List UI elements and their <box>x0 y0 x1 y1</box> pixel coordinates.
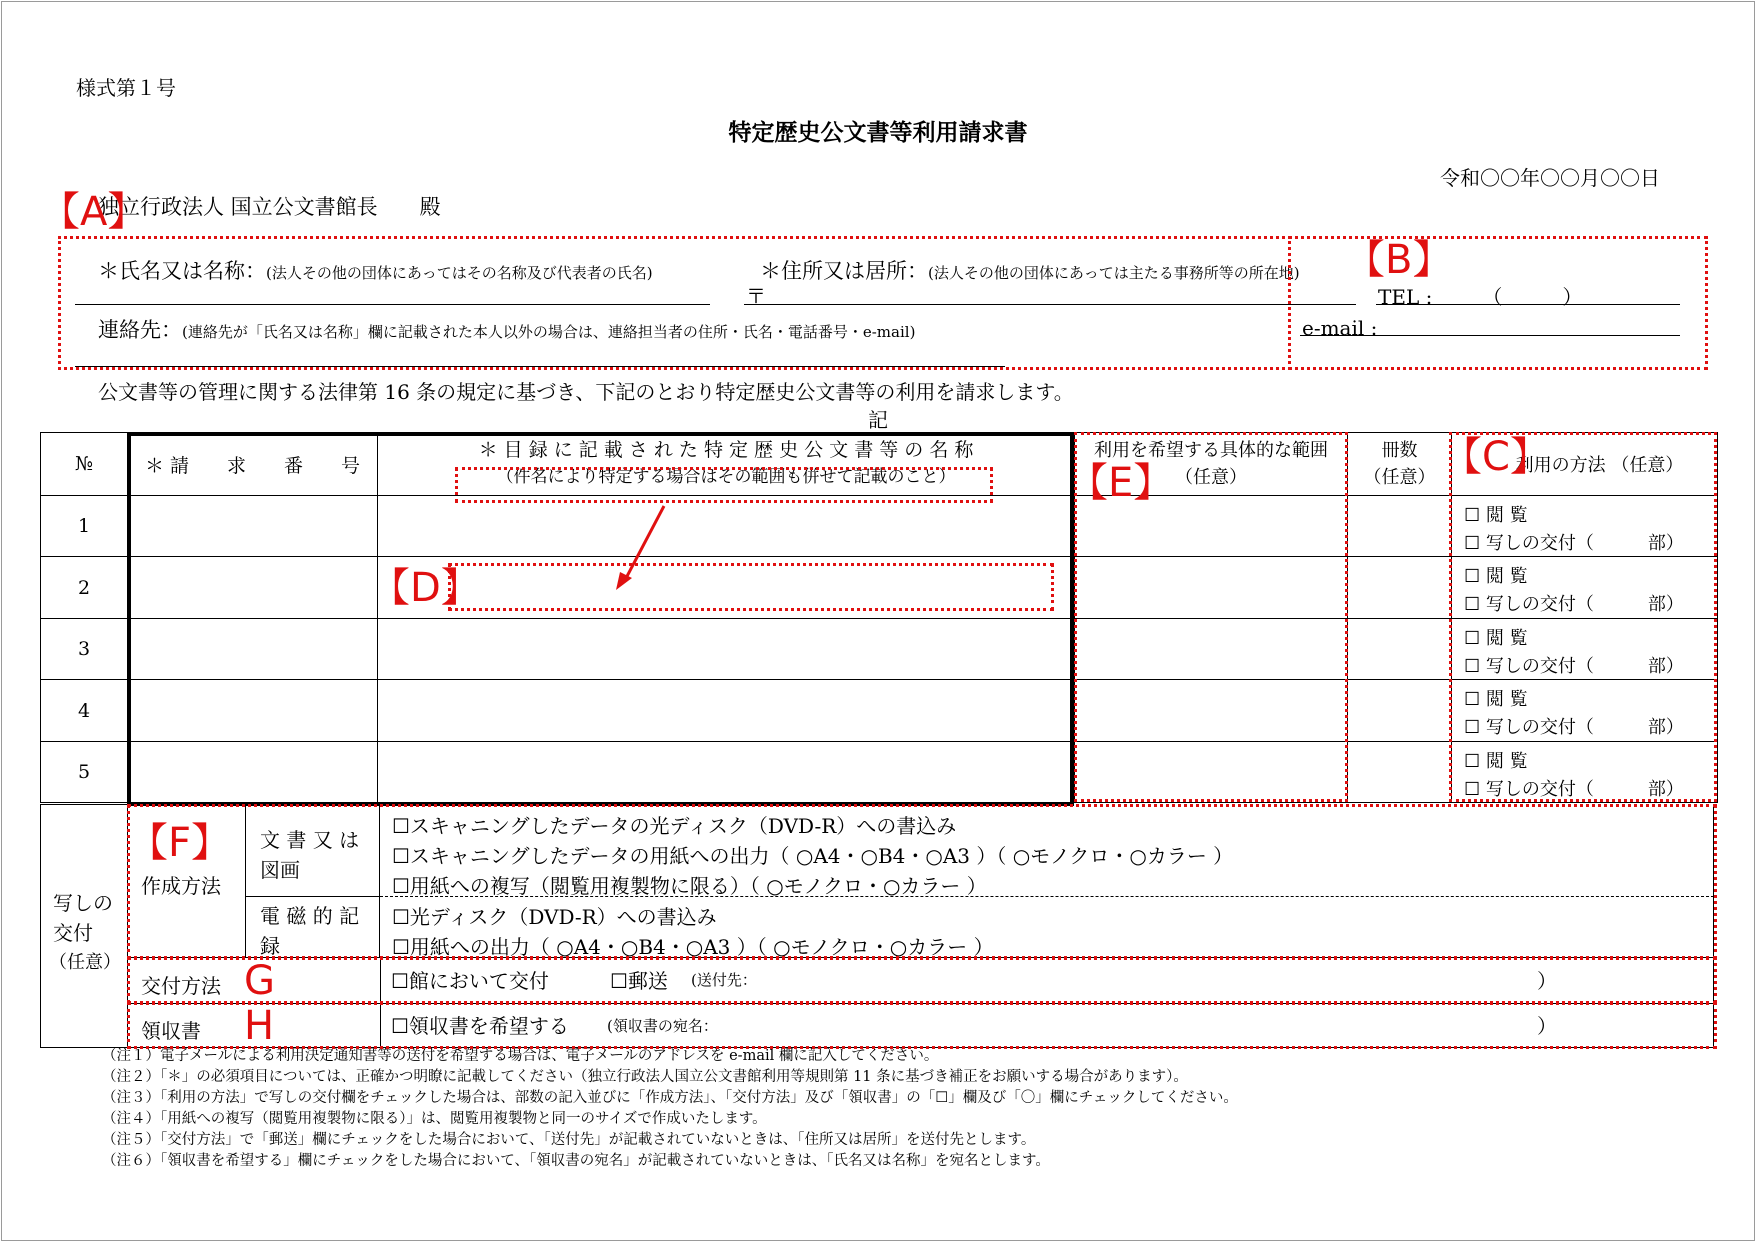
header-range-text: 利用を希望する具体的な範囲 <box>1094 440 1328 461</box>
annotation-label-h: H <box>244 1003 275 1049</box>
statement: 公文書等の管理に関する法律第 16 条の規定に基づき、下記のとおり特定歴史公文書等の利用を請求します。 <box>98 380 1074 404</box>
copy-checkbox[interactable]: ☐ 写しの交付（ 部） <box>1464 656 1684 677</box>
delivery-dest-label: (送付先： <box>691 971 757 989</box>
header-doc-name-text: ＊ 目 録 に 記 載 さ れ た 特 定 歴 史 公 文 書 等 の 名 称 <box>478 439 974 461</box>
annotation-label-g: G <box>244 958 275 1004</box>
contact-note: (連絡先が「氏名又は名称」欄に記載された本人以外の場合は、連絡担当者の住所・氏名・電話番号・e-mail) <box>182 323 916 341</box>
addressee: 独立行政法人 国立公文書館長 殿 <box>98 195 441 219</box>
view-checkbox[interactable]: ☐ 閲 覧 <box>1464 505 1528 526</box>
tel-label: TEL : （ ） <box>1378 285 1583 309</box>
address-label: ＊住所又は居所： <box>760 259 928 283</box>
row-no: 5 <box>41 742 128 803</box>
view-checkbox[interactable]: ☐ 閲 覧 <box>1464 566 1528 587</box>
name-label: ＊氏名又は名称： <box>98 259 266 283</box>
electronic-1: 電 磁 的 記 <box>260 904 360 928</box>
annotation-label-e: 【E】 <box>1068 460 1174 506</box>
copy-label-3: （任意） <box>49 952 121 973</box>
note-5: （注５）「交付方法」で「郵送」欄にチェックをした場合において、「送付先」が記載されていないときは、「住所又は居所」を送付先とします。 <box>102 1132 1036 1148</box>
delivery-close-paren: ） <box>1537 969 1557 993</box>
doc-or-drawing-2: 図画 <box>260 858 300 882</box>
form-title: 特定歴史公文書等利用請求書 <box>728 119 1028 146</box>
view-checkbox[interactable]: ☐ 閲 覧 <box>1464 689 1528 710</box>
note-6: （注６）「領収書を希望する」欄にチェックをした場合において、「領収書の宛名」が記載されていないときは、「氏名又は名称」を宛名とします。 <box>102 1153 1050 1169</box>
doc-option-3[interactable]: ☐用紙への複写（閲覧用複製物に限る）（ ○モノクロ・○カラー ） <box>392 874 987 898</box>
copy-checkbox[interactable]: ☐ 写しの交付（ 部） <box>1464 717 1684 738</box>
header-method: 利用の方法 （任意） <box>1452 433 1718 496</box>
row-no: 1 <box>41 496 128 557</box>
header-request-number: ＊ 請 求 番 号 <box>128 433 378 496</box>
delivery-mail-checkbox[interactable]: ☐郵送 <box>610 969 668 993</box>
header-doc-name-note: （件名により特定する場合はその範囲も併せて記載のこと） <box>496 467 956 487</box>
delivery-label: 交付方法 <box>141 974 221 998</box>
annotation-label-d: 【D】 <box>370 565 481 611</box>
row-no: 2 <box>41 557 128 619</box>
copy-label-2: 交付 <box>53 921 93 945</box>
contact-label: 連絡先： <box>98 318 182 342</box>
electronic-option-2[interactable]: ☐用紙への出力（ ○A4・○B4・○A3 ）（ ○モノクロ・○カラー ） <box>392 935 994 959</box>
receipt-checkbox[interactable]: ☐領収書を希望する <box>391 1014 569 1038</box>
name-note: (法人その他の団体にあってはその名称及び代表者の氏名) <box>266 264 653 282</box>
ki-label: 記 <box>868 408 888 432</box>
annotation-label-b: 【B】 <box>1345 237 1453 283</box>
receipt-close-paren: ） <box>1537 1014 1557 1038</box>
note-2: （注２）「＊」の必須項目については、正確かつ明瞭に記載してください（独立行政法人国立公文書館利用等規則第 11 条に基づき補正をお願いする場合があります）。 <box>102 1069 1188 1085</box>
copy-checkbox[interactable]: ☐ 写しの交付（ 部） <box>1464 533 1684 554</box>
copy-label-1: 写しの <box>53 891 113 915</box>
view-checkbox[interactable]: ☐ 閲 覧 <box>1464 751 1528 772</box>
email-label: e-mail : <box>1302 316 1378 340</box>
delivery-counter-checkbox[interactable]: ☐館において交付 <box>391 969 549 993</box>
row-no: 4 <box>41 680 128 742</box>
annotation-label-f: 【F】 <box>128 820 232 866</box>
annotation-label-c: 【C】 <box>1442 434 1550 480</box>
copy-checkbox[interactable]: ☐ 写しの交付（ 部） <box>1464 594 1684 615</box>
row-no: 3 <box>41 619 128 680</box>
annotation-label-a: 【A】 <box>40 189 148 235</box>
postal-mark: 〒 <box>746 284 766 308</box>
note-1: （注１）電子メールによる利用決定通知書等の送付を希望する場合は、電子メールのアドレスを e-mail 欄に記入してください。 <box>102 1048 939 1064</box>
note-4: （注４）「用紙への複写（閲覧用複製物に限る）」は、閲覧用複製物と同一のサイズで作成いたします。 <box>102 1111 767 1127</box>
receipt-label: 領収書 <box>141 1019 201 1043</box>
header-copies-note: （任意） <box>1363 467 1436 488</box>
doc-option-1[interactable]: ☐スキャニングしたデータの光ディスク（DVD-R）への書込み <box>392 814 957 838</box>
date-field[interactable]: 令和〇〇年〇〇月〇〇日 <box>1440 166 1660 190</box>
address-note: (法人その他の団体にあっては主たる事務所等の所在地) <box>928 264 1300 282</box>
copy-checkbox[interactable]: ☐ 写しの交付（ 部） <box>1464 779 1684 800</box>
note-3: （注３）「利用の方法」で写しの交付欄をチェックした場合は、部数の記入並びに「作成方法」、「交付方法」及び「領収書」の「☐」欄及び「〇」欄にチェックしてください。 <box>102 1090 1238 1106</box>
electronic-option-1[interactable]: ☐光ディスク（DVD-R）への書込み <box>392 905 717 929</box>
header-copies-text: 冊数 <box>1381 440 1418 461</box>
doc-option-2[interactable]: ☐スキャニングしたデータの用紙への出力（ ○A4・○B4・○A3 ）（ ○モノクロ・○カラー ） <box>392 844 1234 868</box>
receipt-name-label: (領収書の宛名： <box>607 1017 718 1035</box>
doc-or-drawing-1: 文 書 又 は <box>260 828 360 852</box>
view-checkbox[interactable]: ☐ 閲 覧 <box>1464 628 1528 649</box>
header-no: № <box>41 433 128 496</box>
form-number: 様式第１号 <box>76 76 176 100</box>
electronic-2: 録 <box>260 934 280 958</box>
header-range-note: （任意） <box>1175 467 1247 488</box>
creation-method-label: 作成方法 <box>141 874 221 898</box>
